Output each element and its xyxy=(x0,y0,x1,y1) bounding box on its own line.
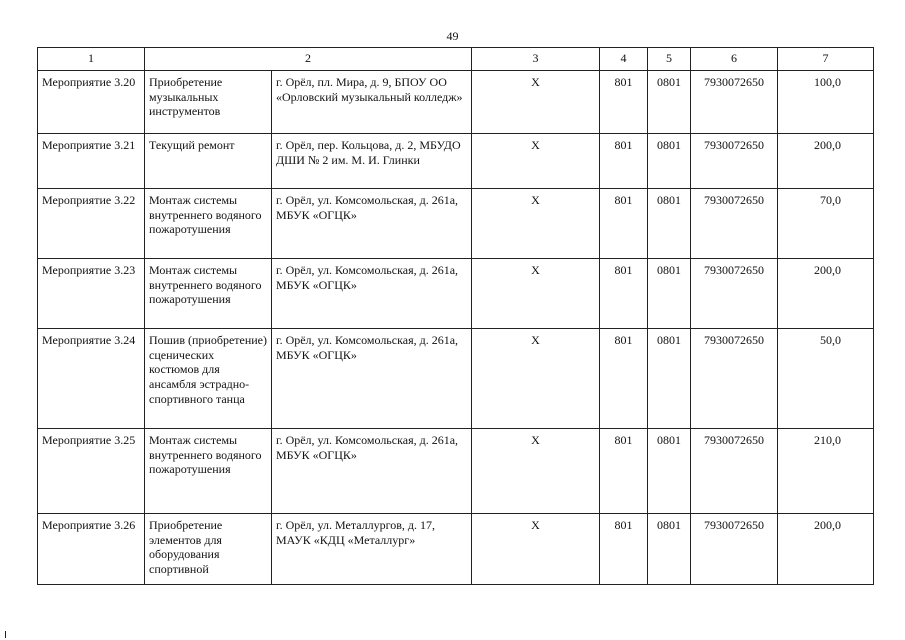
table-row xyxy=(38,429,874,514)
amount-cell: 50,0 xyxy=(778,329,874,429)
table-row xyxy=(38,259,874,329)
col6-cell: 7930072650 xyxy=(691,429,778,514)
col4-cell: 801 xyxy=(600,514,648,585)
col5-cell: 0801 xyxy=(648,429,691,514)
budget-table xyxy=(37,47,874,585)
description-cell: Пошив (приобретение) сценических костюмов для ансамбля эстрадно-спортивного танца xyxy=(145,329,272,429)
col6-cell: 7930072650 xyxy=(691,134,778,189)
col5-cell: 0801 xyxy=(648,189,691,259)
table-row xyxy=(38,71,874,134)
col3-cell: Х xyxy=(472,259,600,329)
margin-mark xyxy=(5,631,6,638)
col6-cell: 7930072650 xyxy=(691,514,778,585)
col5-cell: 0801 xyxy=(648,329,691,429)
event-cell: Мероприятие 3.26 xyxy=(38,514,145,585)
description-cell: Приобретение элементов для оборудования спортивной xyxy=(145,514,272,585)
address-cell: г. Орёл, ул. Комсомольская, д. 261а, МБУК «ОГЦК» xyxy=(272,329,472,429)
col6-cell: 7930072650 xyxy=(691,329,778,429)
col5-cell: 0801 xyxy=(648,514,691,585)
col3-cell: Х xyxy=(472,514,600,585)
address-cell: г. Орёл, пл. Мира, д. 9, БПОУ ОО «Орловский музыкальный колледж» xyxy=(272,71,472,134)
col4-cell: 801 xyxy=(600,429,648,514)
col4-cell: 801 xyxy=(600,134,648,189)
col5-cell: 0801 xyxy=(648,259,691,329)
col3-cell: Х xyxy=(472,71,600,134)
table-row xyxy=(38,329,874,429)
amount-cell: 100,0 xyxy=(778,71,874,134)
event-cell: Мероприятие 3.21 xyxy=(38,134,145,189)
header-col-2: 2 xyxy=(145,48,472,71)
col6-cell: 7930072650 xyxy=(691,259,778,329)
address-cell: г. Орёл, ул. Комсомольская, д. 261а, МБУК «ОГЦК» xyxy=(272,429,472,514)
event-cell: Мероприятие 3.25 xyxy=(38,429,145,514)
table-row xyxy=(38,514,874,585)
description-cell: Приобретение музыкальных инструментов xyxy=(145,71,272,134)
address-cell: г. Орёл, ул. Комсомольская, д. 261а, МБУК «ОГЦК» xyxy=(272,189,472,259)
description-cell: Монтаж системы внутреннего водяного пожаротушения xyxy=(145,259,272,329)
amount-cell: 210,0 xyxy=(778,429,874,514)
address-cell: г. Орёл, ул. Металлургов, д. 17, МАУК «КДЦ «Металлург» xyxy=(272,514,472,585)
event-cell: Мероприятие 3.24 xyxy=(38,329,145,429)
col3-cell: Х xyxy=(472,329,600,429)
address-cell: г. Орёл, ул. Комсомольская, д. 261а, МБУК «ОГЦК» xyxy=(272,259,472,329)
header-row xyxy=(38,48,874,71)
table-row xyxy=(38,189,874,259)
page-number: 49 xyxy=(446,29,459,43)
amount-cell: 70,0 xyxy=(778,189,874,259)
header-col-5: 5 xyxy=(648,48,691,71)
description-cell: Монтаж системы внутреннего водяного пожаротушения xyxy=(145,189,272,259)
col4-cell: 801 xyxy=(600,71,648,134)
header-col-6: 6 xyxy=(691,48,778,71)
event-cell: Мероприятие 3.20 xyxy=(38,71,145,134)
col5-cell: 0801 xyxy=(648,71,691,134)
col4-cell: 801 xyxy=(600,189,648,259)
amount-cell: 200,0 xyxy=(778,259,874,329)
col4-cell: 801 xyxy=(600,259,648,329)
description-cell: Монтаж системы внутреннего водяного пожаротушения xyxy=(145,429,272,514)
col6-cell: 7930072650 xyxy=(691,71,778,134)
address-cell: г. Орёл, пер. Кольцова, д. 2, МБУДО ДШИ № 2 им. М. И. Глинки xyxy=(272,134,472,189)
col5-cell: 0801 xyxy=(648,134,691,189)
amount-cell: 200,0 xyxy=(778,514,874,585)
col6-cell: 7930072650 xyxy=(691,189,778,259)
event-cell: Мероприятие 3.22 xyxy=(38,189,145,259)
header-col-1: 1 xyxy=(38,48,145,71)
amount-cell: 200,0 xyxy=(778,134,874,189)
col3-cell: Х xyxy=(472,134,600,189)
header-col-7: 7 xyxy=(778,48,874,71)
col3-cell: Х xyxy=(472,189,600,259)
table-row xyxy=(38,134,874,189)
event-cell: Мероприятие 3.23 xyxy=(38,259,145,329)
header-col-3: 3 xyxy=(472,48,600,71)
col4-cell: 801 xyxy=(600,329,648,429)
col3-cell: Х xyxy=(472,429,600,514)
description-cell: Текущий ремонт xyxy=(145,134,272,189)
header-col-4: 4 xyxy=(600,48,648,71)
